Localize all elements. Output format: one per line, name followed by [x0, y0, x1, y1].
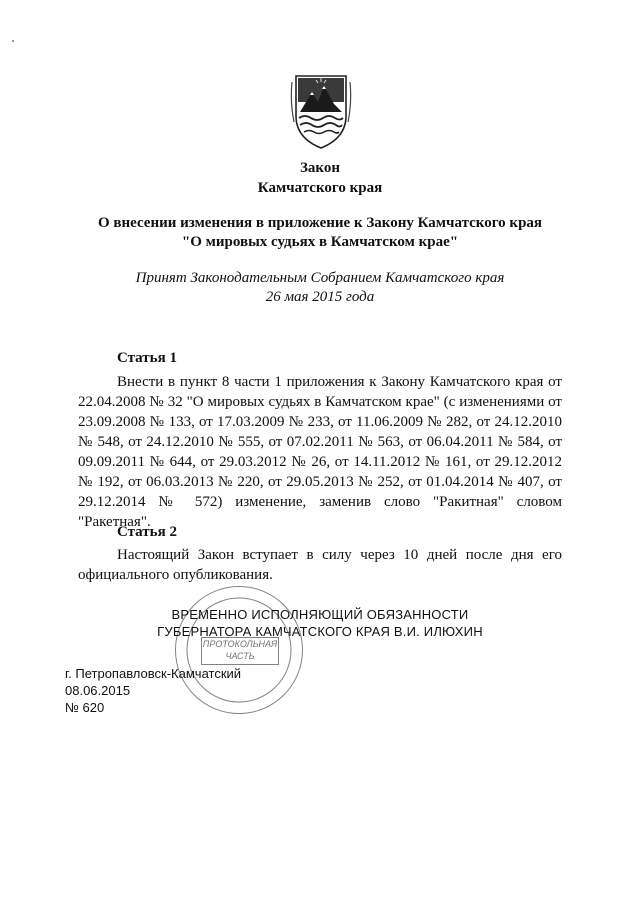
stamp-center-label [201, 637, 279, 665]
coat-of-arms-emblem [290, 72, 352, 150]
law-title: Закон [299, 160, 340, 176]
signing-date: 08.06.2015 [65, 683, 131, 698]
law-subject-line-1: О внесении изменения в приложение к Закону Камчатского края [97, 215, 543, 231]
adopted-by: Принят Законодательным Собранием Камчатского края [135, 270, 505, 286]
law-region: Камчатского края [257, 180, 383, 196]
place-of-signing: г. Петропавловск-Камчатский [65, 666, 242, 681]
law-number: № 620 [65, 700, 105, 715]
stamp-center-line-1: ПРОТОКОЛЬНАЯ [202, 639, 278, 649]
article-1-text: Внести в пункт 8 части 1 приложения к Закону Камчатского края от 22.04.2008 № 32 "О мировых судьях в Камчатском крае" (с изменениями от 23.09.2008 № 133, от 17.03.2009 № 233, от 11.06.2009 № 282, от 24.12.2010 № 548, от 24.12.2010 № 555, от 07.02.2011 № 563, от 06.04.2011 № 584, от 09.09.2011 № 644, от 29.03.2012 № 26, от 14.11.2012 № 161, от 29.12.2012 № 192, от 06.03.2013 № 220, от 29.05.2013 № 252, от 01.04.2014 № 407, от 29.12.2014 № 572) изменение, заменив слово "Ракитная" словом "Ракетная". [78, 374, 562, 530]
signatory-name: ГУБЕРНАТОРА КАМЧАТСКОГО КРАЯ В.И. ИЛЮХИН [157, 624, 483, 639]
article-1-heading: Статья 1 [117, 350, 177, 366]
article-2-heading: Статья 2 [117, 524, 177, 540]
law-subject-line-2: "О мировых судьях в Камчатском крае" [181, 234, 459, 250]
signatory-title: ВРЕМЕННО ИСПОЛНЯЮЩИЙ ОБЯЗАННОСТИ [171, 607, 469, 622]
scan-dot [12, 40, 14, 42]
article-2-text: Настоящий Закон вступает в силу через 10 дней после дня его официального опубликования. [78, 547, 562, 583]
adopted-date: 26 мая 2015 года [265, 289, 375, 305]
stamp-center-line-2: ЧАСТЬ [225, 651, 255, 661]
